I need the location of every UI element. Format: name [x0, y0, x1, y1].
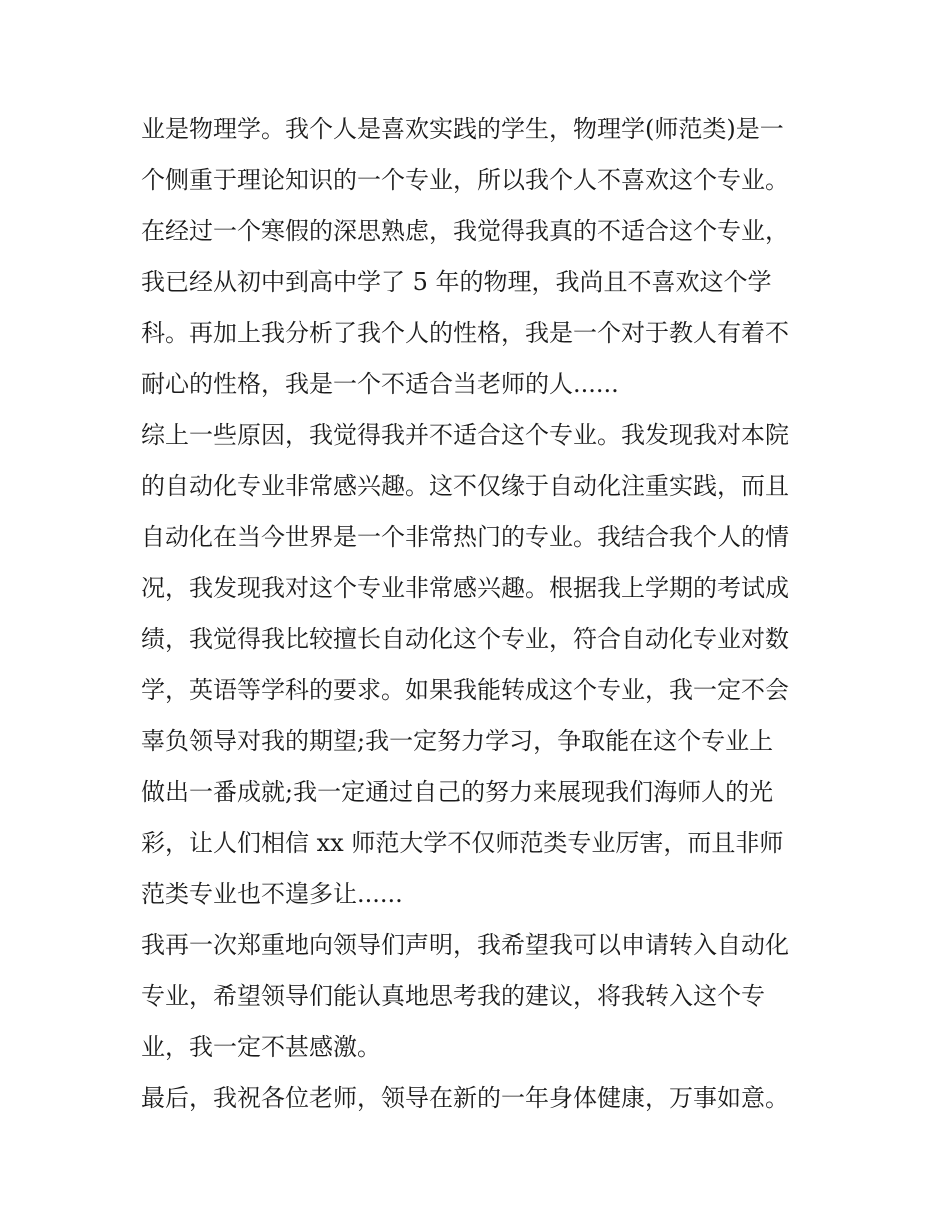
document-body	[141, 104, 821, 1124]
text-line: 业是物理学。我个人是喜欢实践的学生，物理学(师范类)是一	[141, 115, 784, 143]
text-line: 自动化在当今世界是一个非常热门的专业。我结合我个人的情	[141, 523, 789, 551]
text-line: 的自动化专业非常感兴趣。这不仅缘于自动化注重实践，而且	[141, 472, 789, 500]
text-line: 个侧重于理论知识的一个专业，所以我个人不喜欢这个专业。	[141, 166, 789, 194]
text-line: 做出一番成就;我一定通过自己的努力来展现我们海师人的光	[141, 778, 774, 806]
text-line: 我再一次郑重地向领导们声明，我希望我可以申请转入自动化	[141, 931, 789, 959]
text-line: 学，英语等学科的要求。如果我能转成这个专业，我一定不会	[141, 676, 789, 704]
text-line: 耐心的性格，我是一个不适合当老师的人......	[141, 370, 619, 398]
text-line: 最后，我祝各位老师，领导在新的一年身体健康，万事如意。	[141, 1084, 789, 1112]
text-line: 业，我一定不甚感激。	[141, 1033, 381, 1061]
text-line: 绩，我觉得我比较擅长自动化这个专业，符合自动化专业对数	[141, 625, 789, 653]
text-line: 我已经从初中到高中学了 5 年的物理，我尚且不喜欢这个学	[141, 268, 772, 296]
text-line: 专业，希望领导们能认真地思考我的建议，将我转入这个专	[141, 982, 765, 1010]
text-line: 况，我发现我对这个专业非常感兴趣。根据我上学期的考试成	[141, 574, 789, 602]
text-line: 在经过一个寒假的深思熟虑，我觉得我真的不适合这个专业，	[141, 217, 789, 245]
text-line: 彩，让人们相信 xx 师范大学不仅师范类专业厉害，而且非师	[141, 829, 784, 857]
text-line: 综上一些原因，我觉得我并不适合这个专业。我发现我对本院	[141, 421, 789, 449]
text-line: 辜负领导对我的期望;我一定努力学习，争取能在这个专业上	[141, 727, 774, 755]
text-line: 科。再加上我分析了我个人的性格，我是一个对于教人有着不	[141, 319, 789, 347]
text-line: 范类专业也不遑多让......	[141, 880, 403, 908]
